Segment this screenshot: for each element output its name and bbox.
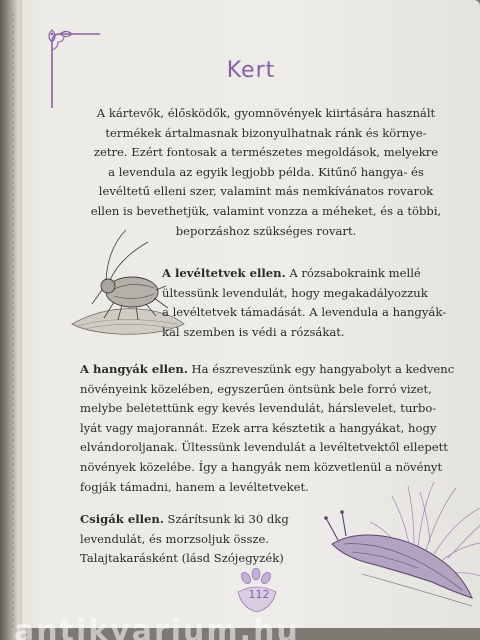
intro-line: a levendula az egyik legjobb példa. Kitűnő hangya- és	[108, 164, 424, 179]
section-line: ültessünk levendulát, hogy megakadályozzuk	[162, 285, 428, 300]
section-first-line: Szárítsunk ki 30 dkg	[163, 512, 289, 526]
intro-paragraph	[80, 104, 452, 241]
section-first-line: A rózsabokraink mellé	[285, 266, 421, 280]
book-page	[22, 0, 480, 628]
section-heading: A levéltetvek ellen.	[162, 266, 286, 280]
slug-illustration-icon	[322, 478, 480, 618]
intro-line: A kártevők, élősködők, gyomnövények kiirtására használt	[96, 106, 436, 120]
page-title: Kert	[226, 58, 276, 83]
section-heading: A hangyák ellen.	[80, 362, 188, 376]
page-number-ornament	[232, 568, 282, 614]
section-line: növényeink közelében, egyszerűen öntsünk bele forró vizet,	[80, 381, 432, 396]
intro-line: beporzáshoz szükséges rovart.	[175, 223, 357, 238]
section-first-line: Ha észreveszünk egy hangyabolyt a kedvenc	[187, 362, 455, 376]
intro-line: termékek ártalmasnak bizonyulhatnak ránk és környe-	[105, 125, 427, 140]
page-number: 112	[248, 588, 270, 601]
watermark-text: antikvarium.hu	[14, 614, 300, 640]
section-line: fogják támadni, hanem a levéltetveket.	[80, 479, 309, 494]
section-ants	[80, 360, 455, 497]
section-line: a levéltetvek támadását. A levendula a hangyák-	[162, 305, 447, 320]
section-line: elvándoroljanak. Ültessünk levendulát a levéltetvektől ellepett	[80, 440, 448, 455]
section-line: lyát vagy majorannát. Ezek arra késztetik a hangyákat, hogy	[80, 420, 437, 435]
intro-line: levéltetű elleni szer, valamint más nemkívánatos rovarok	[98, 184, 434, 199]
section-heading: Csigák ellen.	[80, 512, 164, 526]
section-line: növények közelébe. Így a hangyák nem közvetlenül a növényt	[80, 459, 443, 474]
section-aphids	[162, 264, 450, 342]
section-line: levendulát, és morzsoljuk össze.	[80, 531, 270, 546]
intro-line: ellen is bevethetjük, valamint vonzza a méheket, és a többi,	[90, 203, 442, 218]
intro-line: zetre. Ezért fontosak a természetes megoldások, melyekre	[93, 145, 439, 160]
section-slugs	[80, 510, 312, 569]
section-line: Talajtakarásként (lásd Szójegyzék)	[80, 551, 284, 566]
section-line: kal szemben is védi a rózsákat.	[162, 324, 345, 339]
section-line: melybe beletettünk egy kevés levendulát, hárslevelet, turbo-	[80, 401, 437, 416]
